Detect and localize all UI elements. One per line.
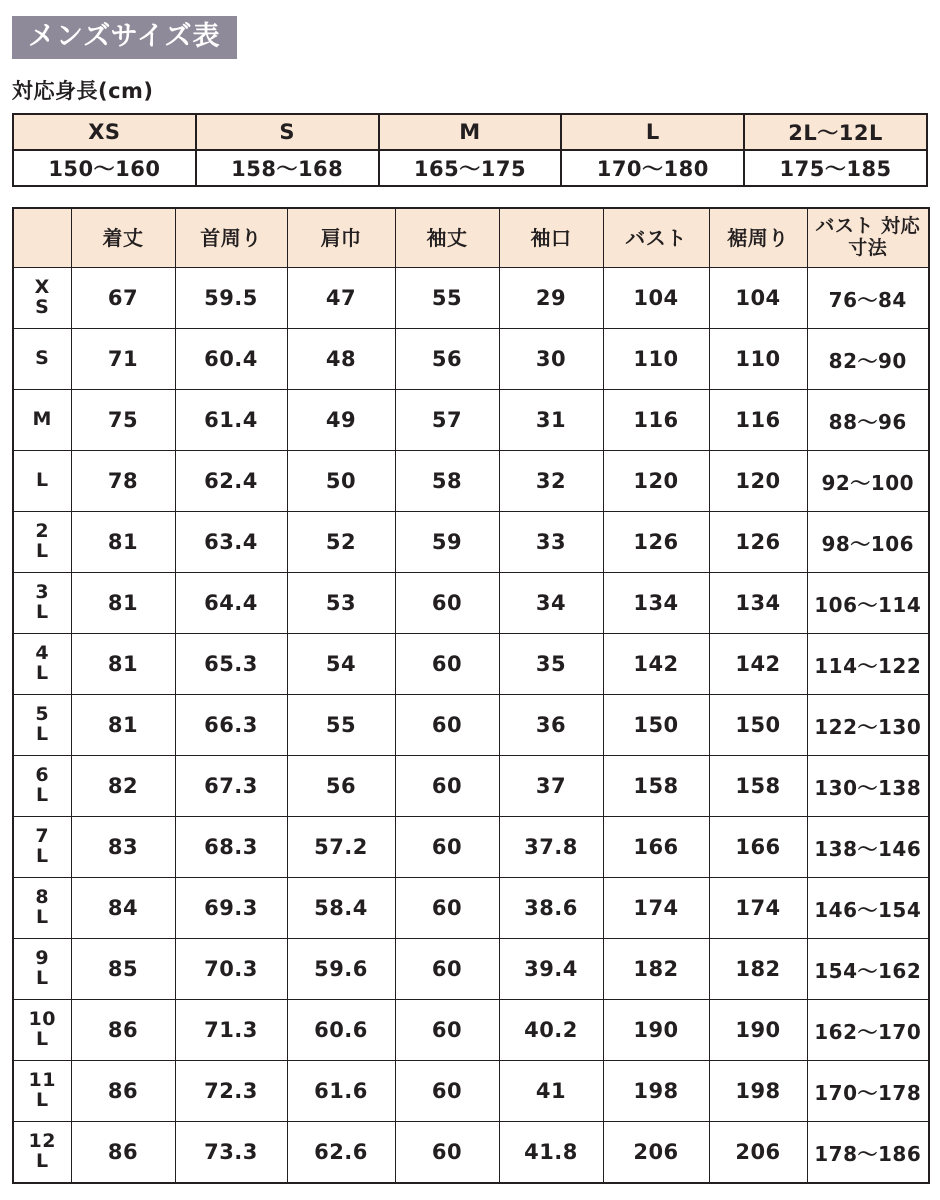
cell-measurement: 86 [71,1122,175,1184]
cell-measurement: 104 [603,268,709,329]
cell-measurement: 72.3 [175,1061,287,1122]
height-range-cell: 170〜180 [561,150,744,186]
cell-measurement: 120 [603,451,709,512]
row-header-size-line: 7 [35,825,50,848]
cell-measurement: 41 [499,1061,603,1122]
cell-measurement: 60.4 [175,329,287,390]
cell-bust-range: 130〜138 [807,756,929,817]
cell-measurement: 66.3 [175,695,287,756]
row-header-size [13,1122,71,1184]
row-header-size [13,268,71,329]
cell-measurement: 47 [287,268,395,329]
cell-bust-range: 114〜122 [807,634,929,695]
row-header-size [13,878,71,939]
cell-measurement: 69.3 [175,878,287,939]
cell-bust-range: 88〜96 [807,390,929,451]
cell-measurement: 158 [709,756,807,817]
row-header-size-line: M [32,408,52,431]
cell-measurement: 71 [71,329,175,390]
cell-measurement: 60 [395,817,499,878]
measurement-header-row [13,208,929,268]
cell-measurement: 116 [603,390,709,451]
table-row [13,1061,929,1122]
row-header-size-line: S [35,347,50,370]
row-header-size-line: L [35,906,49,928]
height-range-cell: 175〜185 [744,150,927,186]
cell-measurement: 73.3 [175,1122,287,1184]
row-header-size-line: 4 [35,642,50,665]
cell-measurement: 67.3 [175,756,287,817]
cell-measurement: 206 [603,1122,709,1184]
table-row [13,695,929,756]
cell-measurement: 53 [287,573,395,634]
table-row [13,878,929,939]
column-header-kitake: 着丈 [71,208,175,268]
cell-measurement: 60 [395,1122,499,1184]
cell-bust-range: 162〜170 [807,1000,929,1061]
column-header-kubimawari: 首周り [175,208,287,268]
cell-measurement: 134 [603,573,709,634]
cell-bust-range: 82〜90 [807,329,929,390]
cell-measurement: 61.6 [287,1061,395,1122]
row-header-size-line: 5 [35,703,50,726]
cell-measurement: 57 [395,390,499,451]
cell-measurement: 75 [71,390,175,451]
cell-measurement: 150 [709,695,807,756]
table-row [13,512,929,573]
cell-measurement: 58 [395,451,499,512]
height-table-header-row [13,114,927,150]
row-header-size [13,756,71,817]
row-header-size-line: 9 [35,947,50,970]
cell-bust-range: 98〜106 [807,512,929,573]
table-row [13,634,929,695]
table-row [13,756,929,817]
row-header-size-line: 10 [28,1008,56,1031]
height-table [12,113,928,187]
cell-measurement: 150 [603,695,709,756]
cell-measurement: 206 [709,1122,807,1184]
cell-measurement: 104 [709,268,807,329]
cell-measurement: 110 [603,329,709,390]
cell-measurement: 35 [499,634,603,695]
cell-measurement: 84 [71,878,175,939]
row-header-size [13,390,71,451]
row-header-size [13,1000,71,1061]
row-header-size [13,329,71,390]
row-header-size-line: L [35,662,49,684]
cell-measurement: 60 [395,1000,499,1061]
cell-measurement: 62.6 [287,1122,395,1184]
cell-measurement: 40.2 [499,1000,603,1061]
cell-measurement: 41.8 [499,1122,603,1184]
cell-measurement: 198 [709,1061,807,1122]
cell-measurement: 142 [709,634,807,695]
row-header-size-line: 3 [35,581,50,604]
column-header-bust: バスト [603,208,709,268]
cell-measurement: 32 [499,451,603,512]
height-size-cell: S [196,114,379,150]
row-header-size-line: 8 [35,886,50,909]
cell-measurement: 50 [287,451,395,512]
table-row [13,939,929,1000]
cell-measurement: 116 [709,390,807,451]
cell-measurement: 37 [499,756,603,817]
cell-measurement: 126 [709,512,807,573]
cell-measurement: 60 [395,756,499,817]
cell-measurement: 60 [395,573,499,634]
cell-measurement: 81 [71,573,175,634]
row-header-size-line: S [35,296,50,318]
cell-measurement: 55 [287,695,395,756]
cell-measurement: 60 [395,634,499,695]
cell-measurement: 60 [395,695,499,756]
row-header-size-line: 6 [35,764,50,787]
cell-measurement: 110 [709,329,807,390]
height-size-cell: XS [13,114,196,150]
cell-measurement: 33 [499,512,603,573]
page-title: メンズサイズ表 [12,16,237,59]
cell-measurement: 70.3 [175,939,287,1000]
row-header-size-line: 2 [35,520,50,543]
cell-measurement: 62.4 [175,451,287,512]
cell-bust-range: 170〜178 [807,1061,929,1122]
height-size-cell: M [379,114,562,150]
cell-measurement: 142 [603,634,709,695]
cell-measurement: 48 [287,329,395,390]
cell-measurement: 29 [499,268,603,329]
cell-bust-range: 138〜146 [807,817,929,878]
column-header-bust-range-line1: バスト [815,215,874,238]
cell-measurement: 83 [71,817,175,878]
row-header-size-line: 12 [28,1130,56,1153]
cell-measurement: 60 [395,1061,499,1122]
row-header-size-line: L [35,601,49,623]
cell-measurement: 52 [287,512,395,573]
table-row [13,1000,929,1061]
height-range-cell: 158〜168 [196,150,379,186]
cell-measurement: 166 [603,817,709,878]
cell-measurement: 81 [71,512,175,573]
cell-measurement: 65.3 [175,634,287,695]
height-size-cell: 2L〜12L [744,114,927,150]
table-row [13,573,929,634]
row-header-size-line: L [35,723,49,745]
cell-measurement: 198 [603,1061,709,1122]
cell-measurement: 190 [603,1000,709,1061]
cell-measurement: 60 [395,939,499,1000]
height-range-cell: 165〜175 [379,150,562,186]
cell-measurement: 37.8 [499,817,603,878]
cell-measurement: 60.6 [287,1000,395,1061]
cell-measurement: 38.6 [499,878,603,939]
cell-measurement: 61.4 [175,390,287,451]
measurement-table [12,207,930,1184]
row-header-size-line: L [35,1089,49,1111]
cell-bust-range: 146〜154 [807,878,929,939]
cell-measurement: 67 [71,268,175,329]
cell-measurement: 190 [709,1000,807,1061]
cell-bust-range: 178〜186 [807,1122,929,1184]
cell-measurement: 34 [499,573,603,634]
row-header-size [13,695,71,756]
cell-measurement: 57.2 [287,817,395,878]
column-header-sodetake: 袖丈 [395,208,499,268]
cell-bust-range: 92〜100 [807,451,929,512]
cell-measurement: 54 [287,634,395,695]
height-table-value-row [13,150,927,186]
row-header-size [13,817,71,878]
cell-measurement: 55 [395,268,499,329]
cell-measurement: 182 [603,939,709,1000]
cell-measurement: 68.3 [175,817,287,878]
corner-cell [13,208,71,268]
row-header-size-line: L [35,845,49,867]
column-header-susomawari: 裾周り [709,208,807,268]
height-range-cell: 150〜160 [13,150,196,186]
row-header-size [13,634,71,695]
table-row [13,390,929,451]
row-header-size-line: L [35,1150,49,1172]
measurement-table-wrap [12,207,928,1184]
cell-measurement: 174 [709,878,807,939]
cell-measurement: 78 [71,451,175,512]
table-row [13,1122,929,1184]
cell-measurement: 60 [395,878,499,939]
cell-measurement: 30 [499,329,603,390]
cell-measurement: 174 [603,878,709,939]
cell-bust-range: 76〜84 [807,268,929,329]
cell-measurement: 85 [71,939,175,1000]
column-header-sodeguchi: 袖口 [499,208,603,268]
measurement-body [13,268,929,1184]
cell-measurement: 81 [71,634,175,695]
cell-measurement: 59.6 [287,939,395,1000]
row-header-size [13,939,71,1000]
cell-measurement: 56 [287,756,395,817]
column-header-bust-range [807,208,929,268]
cell-bust-range: 106〜114 [807,573,929,634]
cell-measurement: 86 [71,1061,175,1122]
cell-measurement: 59 [395,512,499,573]
row-header-size [13,1061,71,1122]
table-row [13,329,929,390]
cell-measurement: 81 [71,695,175,756]
cell-measurement: 58.4 [287,878,395,939]
row-header-size-line: L [35,540,49,562]
cell-measurement: 36 [499,695,603,756]
table-row [13,451,929,512]
cell-measurement: 64.4 [175,573,287,634]
cell-measurement: 82 [71,756,175,817]
row-header-size-line: L [35,469,49,492]
cell-measurement: 49 [287,390,395,451]
cell-measurement: 56 [395,329,499,390]
cell-measurement: 39.4 [499,939,603,1000]
column-header-katahaba: 肩巾 [287,208,395,268]
cell-bust-range: 154〜162 [807,939,929,1000]
cell-measurement: 59.5 [175,268,287,329]
cell-measurement: 182 [709,939,807,1000]
table-row [13,268,929,329]
row-header-size-line: X [34,276,50,299]
row-header-size-line: L [35,967,49,989]
cell-bust-range: 122〜130 [807,695,929,756]
cell-measurement: 134 [709,573,807,634]
cell-measurement: 86 [71,1000,175,1061]
cell-measurement: 158 [603,756,709,817]
column-header-bust-range-line2: 対応寸法 [848,215,921,259]
cell-measurement: 63.4 [175,512,287,573]
row-header-size [13,451,71,512]
height-size-cell: L [561,114,744,150]
cell-measurement: 126 [603,512,709,573]
row-header-size [13,573,71,634]
cell-measurement: 31 [499,390,603,451]
row-header-size-line: L [35,784,49,806]
height-section-label: 対応身長(cm) [12,79,154,103]
row-header-size [13,512,71,573]
row-header-size-line: L [35,1028,49,1050]
cell-measurement: 120 [709,451,807,512]
cell-measurement: 71.3 [175,1000,287,1061]
cell-measurement: 166 [709,817,807,878]
row-header-size-line: 11 [28,1069,56,1092]
table-row [13,817,929,878]
